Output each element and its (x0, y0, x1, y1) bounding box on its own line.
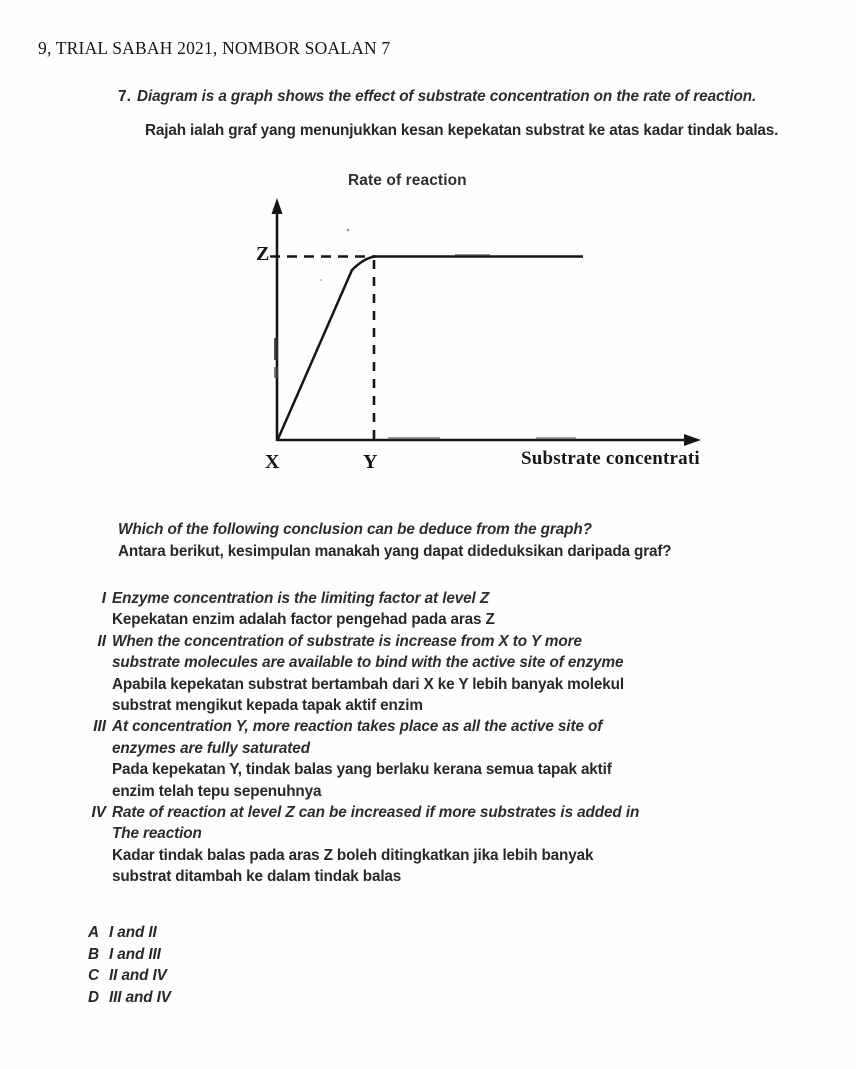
statement-line: Kepekatan enzim adalah factor pengehad pada aras Z (112, 611, 495, 629)
statement-line: When the concentration of substrate is increase from X to Y more (112, 632, 582, 650)
statement-line: Kadar tindak balas pada aras Z boleh ditingkatkan jika lebih banyak (112, 846, 594, 864)
document-header: 9, TRIAL SABAH 2021, NOMBOR SOALAN 7 (38, 38, 391, 58)
statement-numeral: III (93, 718, 106, 736)
baseline-ink-blot (388, 437, 440, 439)
answer-options-list (88, 922, 171, 1008)
option-letter: B (88, 945, 100, 963)
y-axis-arrowhead (272, 198, 283, 214)
option-text: I and II (109, 924, 157, 941)
option-text: III and IV (109, 988, 171, 1006)
statement-body (112, 802, 826, 888)
scan-speck (347, 229, 350, 232)
option-text: II and IV (109, 967, 167, 984)
statement-line: substrat mengikut kepada tapak aktif enzim (112, 697, 423, 715)
statement-body (112, 716, 826, 802)
lead-in-malay: Antara berikut, kesimpulan manakah yang dapat dideduksikan daripada graf? (118, 543, 672, 560)
option-letter: D (88, 988, 100, 1006)
rate-of-reaction-graph (0, 160, 856, 490)
answer-option-a[interactable] (88, 922, 171, 944)
statement-line: substrate molecules are available to bind with the active site of enzyme (112, 654, 624, 672)
statement-line: Pada kepekatan Y, tindak balas yang berlaku kerana semua tapak aktif (112, 761, 612, 779)
statement-item (86, 716, 826, 802)
option-letter: A (88, 924, 100, 941)
answer-option-d[interactable] (88, 987, 171, 1009)
axis-ink-blot (274, 338, 278, 360)
statement-line: enzim telah tepu sepenuhnya (112, 782, 322, 800)
reaction-curve-rising (278, 257, 375, 440)
graph-y-axis-title: Rate of reaction (348, 172, 467, 189)
option-text: I and III (109, 945, 161, 963)
statement-line: At concentration Y, more reaction takes place as all the active site of (112, 718, 603, 736)
scan-speck (320, 279, 322, 281)
plateau-ink-blot (455, 254, 490, 256)
question-stem (118, 86, 844, 139)
statement-line: Apabila kepekatan substrat bertambah dari X ke Y lebih banyak molekul (112, 675, 624, 693)
graph-label-x: X (265, 451, 280, 473)
lead-in-question (118, 519, 818, 563)
question-number: 7. (118, 88, 131, 105)
statement-item (86, 631, 826, 717)
statement-line: substrat ditambah ke dalam tindak balas (112, 868, 402, 886)
baseline-ink-blot (536, 437, 576, 439)
axis-ink-blot (274, 367, 278, 378)
graph-x-axis-title: Substrate concentrati (521, 448, 700, 469)
statement-line: Rate of reaction at level Z can be increased if more substrates is added in (112, 804, 640, 822)
question-stem-english-row (118, 86, 844, 108)
statement-numeral: II (97, 632, 106, 650)
statement-list (86, 588, 826, 888)
option-letter: C (88, 967, 100, 984)
statement-body (112, 631, 826, 717)
statement-item (86, 802, 826, 888)
answer-option-b[interactable] (88, 944, 171, 966)
graph-label-y: Y (363, 451, 378, 473)
x-axis-arrowhead (684, 434, 701, 446)
statement-line: The reaction (112, 825, 202, 843)
graph-label-z: Z (256, 243, 270, 265)
statement-item (86, 588, 826, 631)
question-stem-malay: Rajah ialah graf yang menunjukkan kesan kepekatan substrat ke atas kadar tindak balas. (145, 122, 779, 139)
answer-option-c[interactable] (88, 965, 171, 987)
statement-numeral: I (101, 590, 106, 607)
question-stem-english: Diagram is a graph shows the effect of substrate concentration on the rate of reaction. (137, 88, 757, 105)
statement-numeral: IV (91, 804, 106, 822)
statement-body (112, 588, 826, 631)
statement-line: enzymes are fully saturated (112, 739, 310, 757)
statement-line: Enzyme concentration is the limiting factor at level Z (112, 590, 490, 607)
lead-in-english: Which of the following conclusion can be deduce from the graph? (118, 521, 592, 538)
graph-figure (0, 160, 856, 490)
